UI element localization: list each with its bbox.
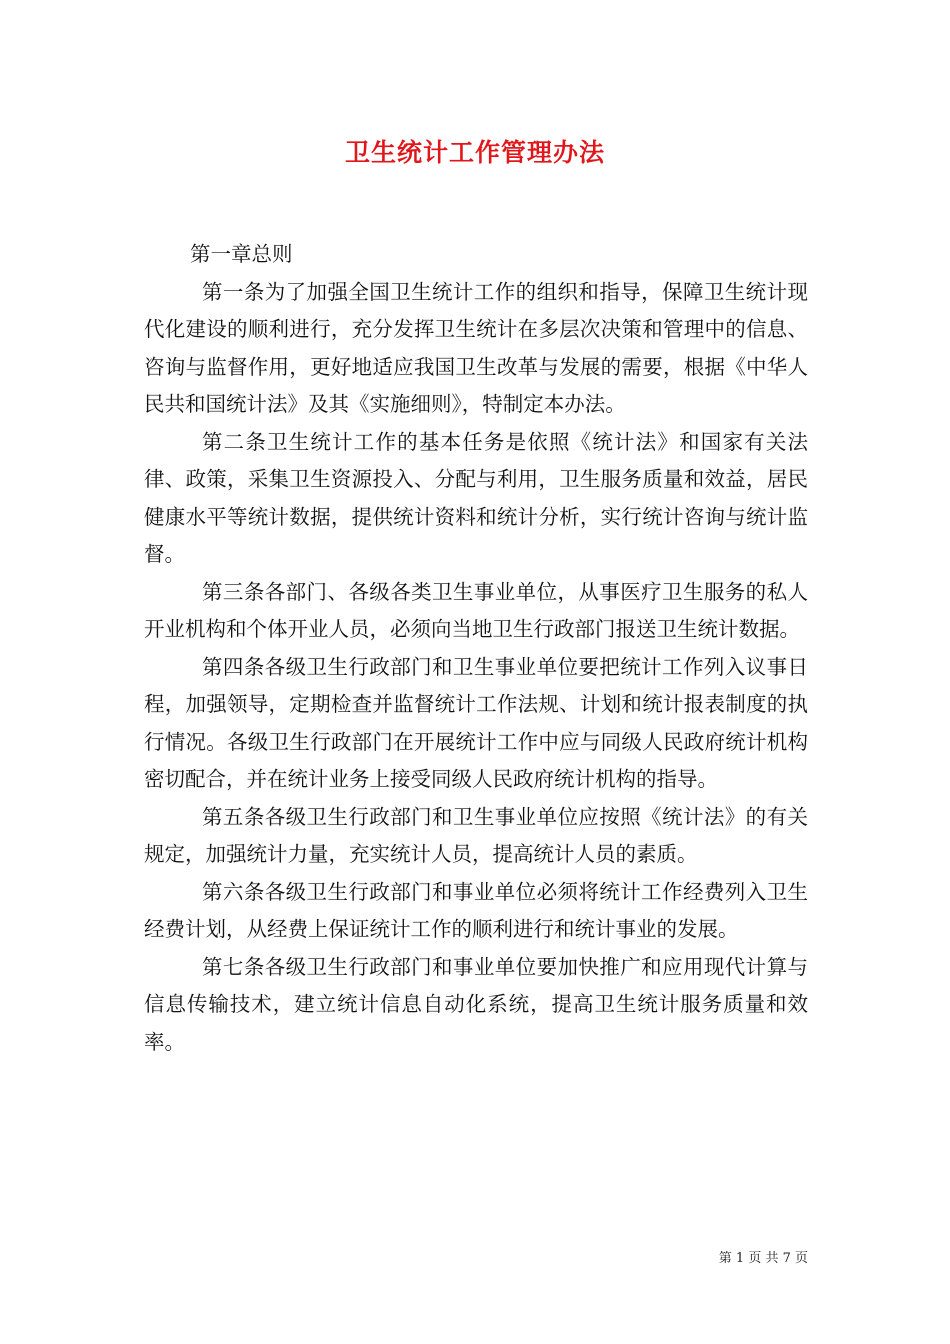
article-1-paragraph: 第一条为了加强全国卫生统计工作的组织和指导，保障卫生统计现代化建设的顺利进行，充分发挥卫生统计在多层次决策和管理中的信息、咨询与监督作用，更好地适应我国卫生改革与发展的需要，根据《中华人民共和国统计法》及其《实施细则》，特制定本办法。 (144, 279, 808, 416)
article-4-paragraph: 第四条各级卫生行政部门和卫生事业单位要把统计工作列入议事日程，加强领导，定期检查并监督统计工作法规、计划和统计报表制度的执行情况。各级卫生行政部门在开展统计工作中应与同级人民政府统计机构密切配合，并在统计业务上接受同级人民政府统计机构的指导。 (144, 654, 808, 791)
chapter-heading: 第一章总则 (190, 242, 293, 266)
document-title: 卫生统计工作管理办法 (344, 138, 605, 167)
article-5-paragraph: 第五条各级卫生行政部门和卫生事业单位应按照《统计法》的有关规定，加强统计力量，充实统计人员，提高统计人员的素质。 (144, 804, 808, 866)
article-7-paragraph: 第七条各级卫生行政部门和事业单位要加快推广和应用现代计算与信息传输技术，建立统计信息自动化系统，提高卫生统计服务质量和效率。 (144, 954, 808, 1054)
article-6-paragraph: 第六条各级卫生行政部门和事业单位必须将统计工作经费列入卫生经费计划，从经费上保证统计工作的顺利进行和统计事业的发展。 (144, 879, 808, 941)
page-indicator: 第 1 页 共 7 页 (718, 1251, 808, 1266)
article-2-paragraph: 第二条卫生统计工作的基本任务是依照《统计法》和国家有关法律、政策，采集卫生资源投入、分配与利用，卫生服务质量和效益，居民健康水平等统计数据，提供统计资料和统计分析，实行统计咨询与统计监督。 (144, 429, 808, 566)
document-body (144, 236, 808, 1061)
article-3-paragraph: 第三条各部门、各级各类卫生事业单位，从事医疗卫生服务的私人开业机构和个体开业人员，必须向当地卫生行政部门报送卫生统计数据。 (144, 579, 808, 641)
